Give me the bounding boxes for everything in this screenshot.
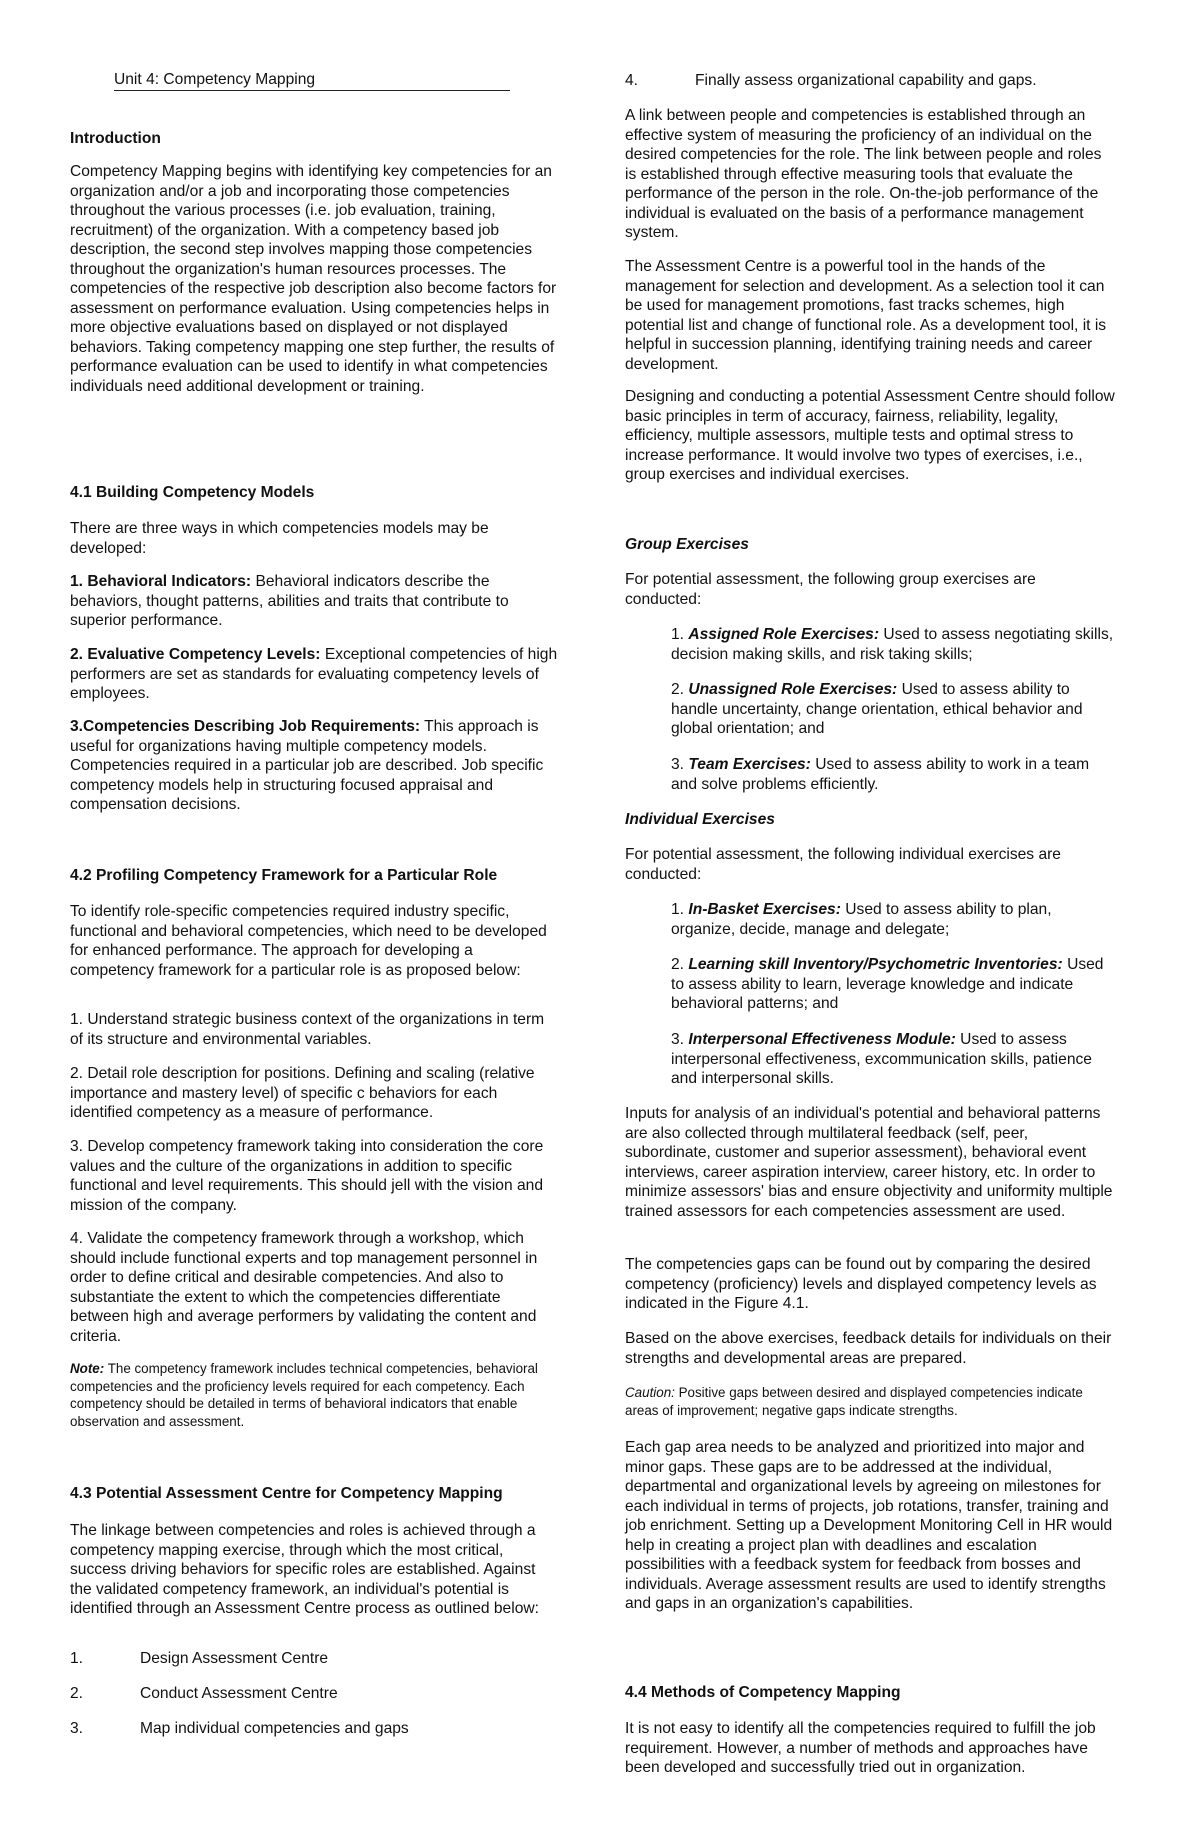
group-exercise-item: [625, 625, 1115, 664]
item-label: Unassigned Role Exercises:: [688, 681, 898, 698]
list-text: Conduct Assessment Centre: [140, 1685, 338, 1702]
individual-exercises-heading: Individual Exercises: [625, 811, 775, 828]
group-exercises-heading: Group Exercises: [625, 536, 749, 553]
item-label: 1. Behavioral Indicators:: [70, 573, 252, 590]
section-4-3-heading: 4.3 Potential Assessment Centre for Competency Mapping: [70, 1485, 503, 1502]
framework-step-1: 1. Understand strategic business context of the organizations in term of its structure and environmental variables.: [70, 1011, 545, 1048]
individual-exercise-item: [625, 900, 1115, 939]
item-text: Behavioral indicators describe the behaviors, thought patterns, abilities and traits that contribute to superior performance.: [70, 573, 509, 629]
framework-step-3: 3. Develop competency framework taking into consideration the core values and the culture of the organizations in addition to specific functional and level requirements. This should jell with the vision and mission of the company.: [70, 1138, 544, 1214]
design-paragraph: Designing and conducting a potential Assessment Centre should follow basic principles in term of accuracy, fairness, reliability, legality, efficiency, multiple assessors, multiple tests and optimal stress to increase performance. It would involve two types of exercises, i.e., group exercises and individual exercises.: [625, 388, 1115, 483]
unit-title: Unit 4: Competency Mapping: [114, 71, 510, 91]
section-4-4-paragraph: It is not easy to identify all the competencies required to fulfill the job requirement. However, a number of methods and approaches have been developed and successfully tried out in organization.: [625, 1720, 1096, 1776]
list-item: [625, 71, 1115, 91]
item-number: 1.: [671, 626, 685, 643]
note-text: The competency framework includes technical competencies, behavioral competencies and the proficiency levels required for each competency. Each competency should be detailed in terms of behavioral indicators that enable observation and assessment.: [70, 1361, 538, 1429]
feedback-paragraph: Based on the above exercises, feedback details for individuals on their strengths and developmental areas are prepared.: [625, 1330, 1112, 1367]
list-number: 4.: [625, 72, 639, 89]
section-4-1-heading: 4.1 Building Competency Models: [70, 484, 315, 501]
item-text: Used to assess interpersonal effectiveness, excommunication skills, patience and interpersonal skills.: [671, 1031, 1092, 1087]
item-text: Used to assess ability to plan, organize, decide, manage and delegate;: [671, 901, 1052, 938]
section-4-2-heading: 4.2 Profiling Competency Framework for a Particular Role: [70, 867, 498, 884]
list-text: Map individual competencies and gaps: [140, 1720, 409, 1737]
individual-exercise-item: [625, 955, 1115, 1014]
section-4-1-intro: There are three ways in which competencies models may be developed:: [70, 520, 489, 557]
model-behavioral-indicators: [70, 572, 560, 631]
item-number: 2.: [671, 681, 685, 698]
caution-text: Positive gaps between desired and displayed competencies indicate areas of improvement; negative gaps indicate strengths.: [625, 1385, 1083, 1418]
individual-exercises-intro: For potential assessment, the following individual exercises are conducted:: [625, 846, 1061, 883]
section-4-4-heading: 4.4 Methods of Competency Mapping: [625, 1684, 901, 1701]
section-4-2-intro: To identify role-specific competencies required industry specific, functional and behavioral competencies, which need to be developed for enhanced performance. The approach for developing a competency framework for a particular role is as proposed below:: [70, 903, 547, 979]
group-exercises-intro: For potential assessment, the following group exercises are conducted:: [625, 571, 1036, 608]
item-label: Team Exercises:: [688, 756, 811, 773]
assessment-centre-paragraph: The Assessment Centre is a powerful tool in the hands of the management for selection and development. As a selection tool it can be used for management promotions, fast tracks schemes, high potential list and change of functional role. As a development tool, it is helpful in succession planning, identifying training needs and career development.: [625, 258, 1107, 373]
note-label: Note:: [70, 1361, 105, 1376]
list-number: 2.: [70, 1685, 84, 1702]
group-exercise-item: [625, 755, 1115, 794]
list-text: Design Assessment Centre: [140, 1650, 329, 1667]
inputs-paragraph: Inputs for analysis of an individual's potential and behavioral patterns are also collected through multilateral feedback (self, peer, subordinate, customer and superior assessment), behavioral event interviews, career aspiration interview, career history, etc. In order to minimize assessors' bias and ensure objectivity and uniformity multiple trained assessors for each competencies assessment are used.: [625, 1105, 1113, 1220]
list-number: 3.: [70, 1720, 84, 1737]
caution-block: [625, 1384, 1115, 1419]
framework-step-4: 4. Validate the competency framework through a workshop, which should include functional experts and top management personnel in order to define critical and desirable competencies. And also to substantiate the extent to which the competencies differentiate between high and average performers by validating the content and criteria.: [70, 1230, 538, 1345]
item-number: 3.: [671, 1031, 685, 1048]
item-label: Learning skill Inventory/Psychometric Inventories:: [688, 956, 1063, 973]
section-4-3-paragraph: The linkage between competencies and roles is achieved through a competency mapping exercise, through which the most critical, success driving behaviors for specific roles are established. Against the validated competency framework, an individual's potential is identified through an Assessment Centre process as outlined below:: [70, 1522, 539, 1617]
item-text: Used to assess negotiating skills, decision making skills, and risk taking skills;: [671, 626, 1114, 663]
model-job-requirements: [70, 717, 560, 815]
item-label: 2. Evaluative Competency Levels:: [70, 646, 321, 663]
caution-label: Caution:: [625, 1385, 675, 1400]
item-text: Used to assess ability to handle uncertainty, change orientation, ethical behavior and global orientation; and: [671, 681, 1083, 737]
link-paragraph: A link between people and competencies is established through an effective system of measuring the proficiency of an individual on the desired competencies for the role. The link between people and roles is established through effective measuring tools that evaluate the performance of the person in the role. On-the-job performance of the individual is evaluated on the basis of a performance management system.: [625, 107, 1102, 241]
item-label: Interpersonal Effectiveness Module:: [688, 1031, 956, 1048]
group-exercise-item: [625, 680, 1115, 739]
item-number: 2.: [671, 956, 685, 973]
item-text: Used to assess ability to work in a team and solve problems efficiently.: [671, 756, 1090, 793]
model-evaluative-levels: [70, 645, 560, 704]
gaps-paragraph: The competencies gaps can be found out by comparing the desired competency (proficiency) levels and displayed competency levels as indicated in the Figure 4.1.: [625, 1256, 1097, 1312]
list-text: Finally assess organizational capability and gaps.: [695, 72, 1037, 89]
item-label: In-Basket Exercises:: [688, 901, 841, 918]
individual-exercise-item: [625, 1030, 1115, 1089]
item-text: Exceptional competencies of high performers are set as standards for evaluating competency levels of employees.: [70, 646, 558, 702]
list-item: [70, 1719, 560, 1739]
framework-step-2: 2. Detail role description for positions. Defining and scaling (relative importance and mastery level) of specific c behaviors for each identified competency as a measure of performance.: [70, 1065, 535, 1121]
list-item: [70, 1649, 560, 1669]
item-number: 3.: [671, 756, 685, 773]
note-block: [70, 1360, 560, 1430]
item-text: This approach is useful for organizations having multiple competency models. Competencies required in a particular job are described. Job specific competency models help in structuring focused appraisal and compensation decisions.: [70, 718, 544, 813]
intro-heading: Introduction: [70, 130, 161, 147]
item-number: 1.: [671, 901, 685, 918]
item-label: Assigned Role Exercises:: [688, 626, 880, 643]
item-label: 3.Competencies Describing Job Requirements:: [70, 718, 421, 735]
gap-analysis-paragraph: Each gap area needs to be analyzed and prioritized into major and minor gaps. These gaps are to be addressed at the individual, departmental and organizational levels by agreeing on milestones for each individual in terms of projects, job rotations, transfer, training and job enrichment. Setting up a Development Monitoring Cell in HR would help in creating a project plan with deadlines and escalation possibilities with a feedback system for feedback from bosses and individuals. Average assessment results are used to identify strengths and gaps in an organization's capabilities.: [625, 1439, 1113, 1612]
intro-paragraph: Competency Mapping begins with identifying key competencies for an organization and/or a job and incorporating those competencies throughout the various processes (i.e. job evaluation, training, recruitment) of the organization. With a competency based job description, the second step involves mapping those competencies throughout the organization's human resources processes. The competencies of the respective job description also become factors for assessment on performance evaluation. Using competencies helps in more objective evaluations based on displayed or not displayed behaviors. Taking competency mapping one step further, the results of performance evaluation can be used to identify in what competencies individuals need additional development or training.: [70, 163, 557, 395]
list-number: 1.: [70, 1650, 84, 1667]
list-item: [70, 1684, 560, 1704]
item-text: Used to assess ability to learn, leverage knowledge and indicate behavioral patterns; and: [671, 956, 1104, 1012]
